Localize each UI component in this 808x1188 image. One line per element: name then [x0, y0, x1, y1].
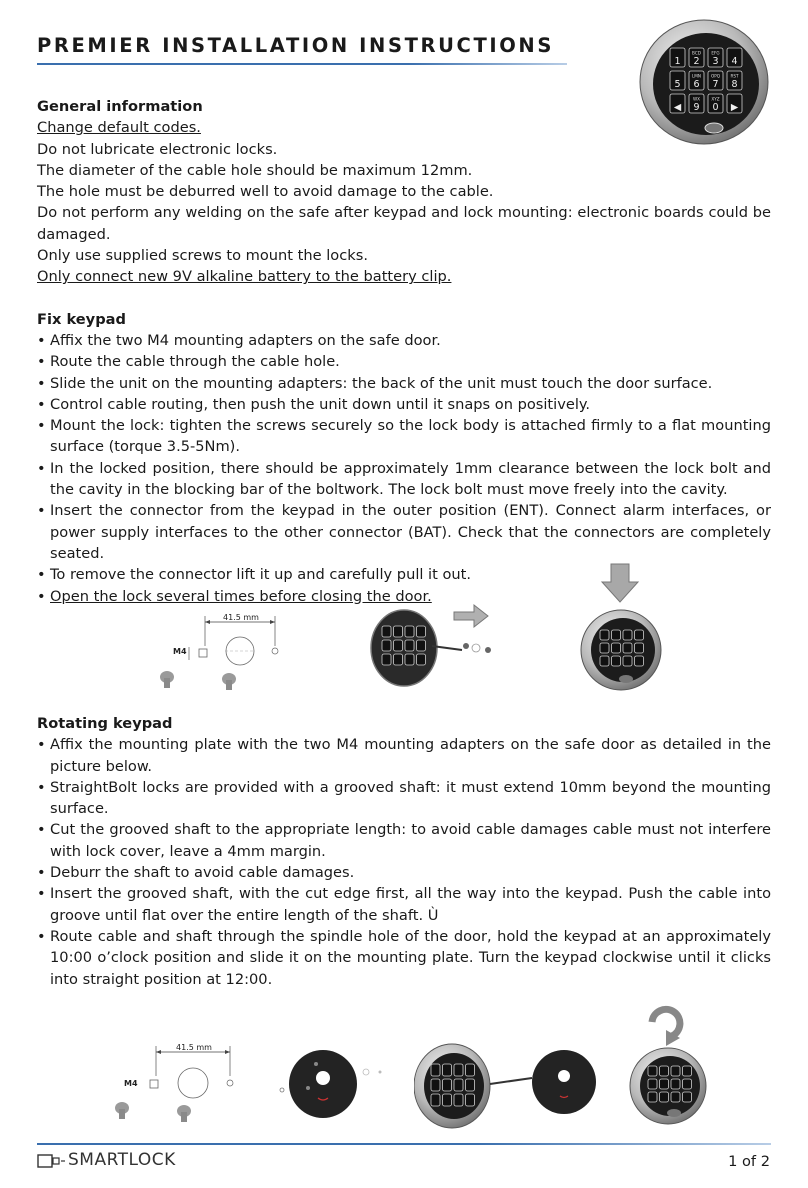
keypad-key	[417, 626, 426, 637]
page-title: PREMIER INSTALLATION INSTRUCTIONS	[37, 34, 554, 57]
list-item: • Control cable routing, then push the unit down until it snaps on positively.	[37, 394, 771, 415]
list-item: • Cut the grooved shaft to the appropriate length: to avoid cable damages cable must not interfere with lock cover, leave a 4mm margin.	[37, 819, 771, 862]
keypad-key-digit: 9	[693, 102, 700, 114]
keypad-key-digit: ◀	[673, 102, 682, 114]
keypad-key	[683, 1066, 692, 1076]
general-line: The diameter of the cable hole should be maximum 12mm.	[37, 161, 473, 179]
list-item: • Insert the grooved shaft, with the cut edge first, all the way into the keypad. Push the cable into groove until flat over the entire length of the shaft. Ù	[37, 883, 771, 926]
keypad-key	[648, 1079, 657, 1089]
keypad-key	[382, 654, 391, 665]
keypad-key	[600, 643, 609, 653]
keypad-key-digit: 6	[693, 79, 700, 91]
keypad-shaft-photo	[414, 1040, 604, 1132]
general-line: Change default codes.	[37, 119, 201, 137]
keypad-key	[623, 656, 632, 666]
keypad-key	[635, 643, 644, 653]
keypad-key-digit: 0	[712, 102, 719, 114]
keypad-key-digit: 3	[712, 56, 719, 68]
keypad-key-letters: XYZ	[711, 96, 720, 102]
list-item: • To remove the connector lift it up and carefully pull it out.	[37, 564, 771, 585]
keypad-key	[454, 1094, 463, 1106]
keypad-key	[683, 1079, 692, 1089]
general-line: Only connect new 9V alkaline battery to the battery clip.	[37, 268, 452, 286]
keypad-key-digit: 1	[674, 56, 681, 68]
keypad-push-down-photo	[578, 560, 664, 692]
keypad-key	[660, 1066, 669, 1076]
keypad-key	[394, 626, 403, 637]
keypad-key	[466, 1094, 475, 1106]
page-number: 1 of 2	[728, 1153, 770, 1170]
keypad-key	[417, 640, 426, 651]
list-item: • Insert the connector from the keypad in the outer position (ENT). Connect alarm interfaces, or power supply interfaces to the other connector (BAT). Check that the connectors are completely seated.	[37, 500, 771, 564]
keypad-key	[660, 1079, 669, 1089]
keypad-key	[671, 1079, 680, 1089]
thread-label: M4	[124, 1079, 138, 1088]
dimension-label: 41.5 mm	[176, 1043, 212, 1052]
keypad-rotate-photo	[628, 994, 708, 1126]
thread-label: M4	[173, 647, 187, 656]
keypad-key	[623, 630, 632, 640]
list-item: • Route the cable through the cable hole.	[37, 351, 771, 372]
keypad-key-digit: 7	[712, 79, 719, 91]
keypad-key-letters: RST	[730, 73, 739, 79]
keypad-key	[405, 654, 414, 665]
dimension-label: 41.5 mm	[223, 613, 259, 622]
document-body	[37, 96, 771, 607]
keypad-key	[635, 656, 644, 666]
keypad-key	[394, 654, 403, 665]
footer-rule	[37, 1143, 771, 1145]
keypad-key	[431, 1064, 440, 1076]
mounting-plate-photo	[268, 1040, 388, 1132]
list-item: • Deburr the shaft to avoid cable damages.	[37, 862, 771, 883]
list-item: • Affix the two M4 mounting adapters on the safe door.	[37, 330, 771, 351]
fix-keypad-heading: Fix keypad	[37, 310, 126, 328]
keypad-key	[443, 1079, 452, 1091]
keypad-key-digit: 8	[731, 79, 738, 91]
keypad-key-letters: OPQ	[710, 73, 721, 79]
brand-logo-text: SMARTLOCK	[68, 1150, 176, 1170]
keypad-slide-photo	[370, 602, 500, 688]
keypad-key	[443, 1064, 452, 1076]
list-item: • In the locked position, there should be approximately 1mm clearance between the lock bolt and the cavity in the blocking bar of the boltwork. The lock bolt must move freely into the cavity.	[37, 458, 771, 501]
keypad-key	[417, 654, 426, 665]
list-item: • StraightBolt locks are provided with a grooved shaft: it must extend 10mm beyond the mounting surface.	[37, 777, 771, 820]
keypad-key	[671, 1066, 680, 1076]
keypad-key-digit: 5	[674, 79, 681, 91]
title-underline	[37, 63, 567, 65]
keypad-key-letters: BCD	[692, 50, 701, 56]
keypad-key	[648, 1066, 657, 1076]
keypad-key	[660, 1092, 669, 1102]
list-item-text: Open the lock several times before closing the door.	[50, 587, 432, 605]
keypad-key	[466, 1064, 475, 1076]
list-item: • Mount the lock: tighten the screws securely so the lock body is attached firmly to a flat mounting surface (torque 3.5-5Nm).	[37, 415, 771, 458]
keypad-key	[623, 643, 632, 653]
keypad-key	[405, 640, 414, 651]
keypad-key	[600, 656, 609, 666]
list-item: • Route cable and shaft through the spindle hole of the door, hold the keypad at an approximately 10:00 o’clock position and slide it on the mounting plate. Turn the keypad clockwise until it clicks into straight position at 12:00.	[37, 926, 771, 990]
keypad-key	[683, 1092, 692, 1102]
list-item: • Slide the unit on the mounting adapters: the back of the unit must touch the door surface.	[37, 373, 771, 394]
rotating-keypad-heading: Rotating keypad	[37, 715, 173, 732]
keypad-key	[648, 1092, 657, 1102]
general-heading: General information	[37, 98, 203, 115]
mounting-diagram	[155, 606, 295, 692]
rotating-keypad-list	[37, 734, 771, 990]
general-line: Only use supplied screws to mount the locks.	[37, 247, 368, 265]
keypad-key	[382, 640, 391, 651]
keypad-key	[635, 630, 644, 640]
rotating-section	[37, 713, 771, 990]
rotating-mounting-diagram	[100, 1040, 240, 1126]
keypad-key	[454, 1064, 463, 1076]
keypad-key-letters: EFG	[711, 50, 720, 56]
keypad-key	[382, 626, 391, 637]
keypad-key	[443, 1094, 452, 1106]
keypad-key-digit: 2	[693, 56, 700, 68]
general-line: The hole must be deburred well to avoid damage to the cable.	[37, 183, 494, 201]
keypad-key	[612, 643, 621, 653]
smartlock-logo-icon	[37, 1152, 65, 1170]
keypad-key-letters: WX	[693, 96, 700, 102]
general-line: Do not perform any welding on the safe after keypad and lock mounting: electronic boards could be damaged.	[37, 204, 771, 243]
keypad-key	[431, 1094, 440, 1106]
general-line: Do not lubricate electronic locks.	[37, 140, 278, 158]
keypad-key	[466, 1079, 475, 1091]
keypad-key	[431, 1079, 440, 1091]
keypad-key	[454, 1079, 463, 1091]
keypad-key	[600, 630, 609, 640]
keypad-key	[612, 630, 621, 640]
keypad-key-letters: LMN	[691, 73, 702, 79]
list-item: • Affix the mounting plate with the two M4 mounting adapters on the safe door as detailed in the picture below.	[37, 734, 771, 777]
keypad-key	[612, 656, 621, 666]
keypad-key	[671, 1092, 680, 1102]
keypad-key	[405, 626, 414, 637]
keypad-key-digit: ▶	[730, 102, 739, 114]
keypad-key-digit: 4	[731, 56, 738, 68]
keypad-key	[394, 640, 403, 651]
